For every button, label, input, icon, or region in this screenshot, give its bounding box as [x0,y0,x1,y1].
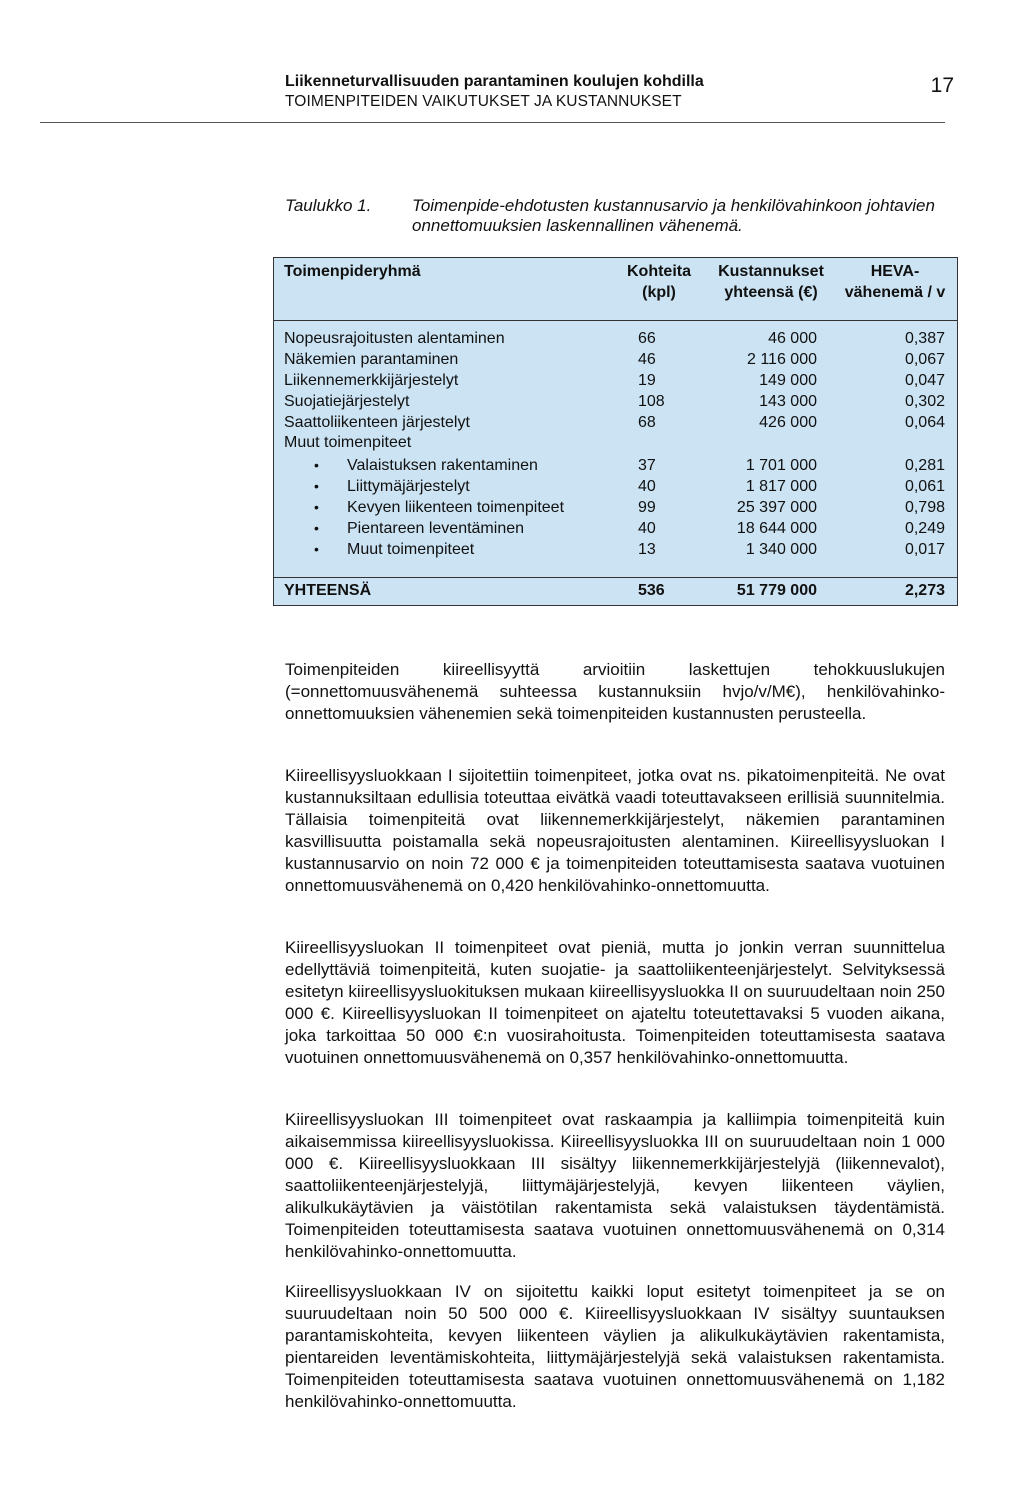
cell-cost: 2 116 000 [747,351,817,368]
cost-table [273,257,958,606]
paragraph: Kiireellisyysluokkaan IV on sijoitettu kaikki loput esitetyt toimenpiteet ja se on suuruudeltaan noin 50 500 000 €. Kiireellisyysluokkaan IV sisältyy suuntauksen parantamiskohteita, kevyen liikenteen väylien ja alikulkukäytävien rakentamista, pientareiden leventämiskohteita, liittymäjärjestelyjä sekä valaistuksen rakentamista. Toimenpiteiden toteuttamisesta saatava vuotuinen onnettomuusvähenemä on 1,182 henkilövahinko-onnettomuutta. [285,1282,945,1411]
cell-name: Kevyen liikenteen toimenpiteet [347,499,565,516]
cell-cost: 1 340 000 [745,541,817,558]
cell-heva: 0,798 [904,499,945,516]
page-number: 17 [930,74,954,97]
paragraph: Kiireellisyysluokan III toimenpiteet ovat raskaampia ja kalliimpia toimenpiteitä kuin aikaisemmissa kiireellisyysluokissa. Kiireellisyysluokka III on suuruudeltaan noin 1 000 000 €. Kiireellisyysluokkaan III sisältyy liikennemerkkijärjestelyjä (liikennevalot), saattoliikenteenjärjestelyjä, liittymäjärjestelyjä, kevyen liikenteen väylien, alikulkukäytävien ja väistötilan rakentamista sekä valaistuksen täydentämistä. Toimenpiteiden toteuttamisesta saatava vuotuinen onnettomuusvähenemä on 0,314 henkilövahinko-onnettomuutta. [285,1110,945,1261]
cell-count: 37 [638,457,656,474]
bullet-icon: • [314,541,319,557]
cell-heva: 0,017 [904,541,945,558]
header-group: Toimenpideryhmä [284,263,421,280]
cell-name: Muut toimenpiteet [284,434,412,451]
table-subrow [274,497,957,518]
header-rule [40,122,945,123]
table-subrow [274,518,957,539]
total-heva: 2,273 [904,582,945,599]
cell-name: Valaistuksen rakentaminen [347,457,538,474]
cell-cost: 149 000 [759,372,817,389]
total-count: 536 [638,582,665,599]
cell-cost: 143 000 [759,393,817,410]
cell-cost: 25 397 000 [736,499,817,516]
cell-count: 46 [638,351,656,368]
cell-count: 40 [638,478,656,495]
bullet-icon: • [314,478,319,494]
caption-text: Toimenpide-ehdotusten kustannusarvio ja henkilövahinkoon johtavien onnettomuuksien laskennallinen vähenemä. [412,196,935,235]
cell-count: 19 [638,372,656,389]
cell-cost: 426 000 [759,414,817,431]
total-label: YHTEENSÄ [284,582,372,599]
table-row [274,370,957,391]
cell-count: 99 [638,499,656,516]
cell-heva: 0,061 [904,478,945,495]
total-row [274,578,957,604]
paragraph: Kiireellisyysluokkaan I sijoitettiin toimenpiteet, jotka ovat ns. pikatoimenpiteitä. Ne ovat kustannuksiltaan edullisia toteuttaa eivätkä vaadi toteuttavakseen erillisiä suunnitelmia. Tällaisia toimenpiteitä ovat liikennemerkkijärjestelyt, näkemien parantaminen kasvillisuutta poistamalla sekä nopeusrajoitusten alentaminen. Kiireellisyysluokan I kustannusarvio on noin 72 000 € ja toimenpiteiden toteuttamisesta saatava vuotuinen onnettomuusvähenemä on 0,420 henkilövahinko-onnettomuutta. [285,766,945,895]
table-total-row [274,577,957,605]
bullet-icon: • [314,499,319,515]
table-header [274,258,957,321]
bullet-icon: • [314,520,319,536]
cell-name: Nopeusrajoitusten alentaminen [284,330,505,347]
cell-heva: 0,281 [904,457,945,474]
cell-name: Muut toimenpiteet [347,541,475,558]
header-heva: HEVA-vähenemä / v [844,263,946,301]
cell-heva: 0,047 [904,372,945,389]
header-title: Liikenneturvallisuuden parantaminen koulujen kohdilla [285,73,704,90]
cell-cost: 18 644 000 [736,520,817,537]
cell-name: Liikennemerkkijärjestelyt [284,372,459,389]
table-row [274,391,957,412]
table-subrow [274,455,957,476]
cell-count: 13 [638,541,656,558]
table-row [274,349,957,370]
running-header [285,72,945,112]
table-subrow [274,476,957,497]
cell-count: 108 [638,393,665,410]
total-cost: 51 779 000 [736,582,817,599]
cell-heva: 0,302 [904,393,945,410]
cell-count: 68 [638,414,656,431]
cell-name: Saattoliikenteen järjestelyt [284,414,470,431]
cell-heva: 0,067 [904,351,945,368]
cell-name: Liittymäjärjestelyt [347,478,470,495]
caption-label: Taulukko 1. [285,196,372,215]
paragraph: Kiireellisyysluokan II toimenpiteet ovat pieniä, mutta jo jonkin verran suunnittelua edellyttäviä toimenpiteitä, kuten suojatie- ja saattoliikenteenjärjestelyt. Selvityksessä esitetyn kiireellisyysluokituksen mukaan kiireellisyysluokka II on suuruudeltaan noin 250 000 €. Kiireellisyysluokan II toimenpiteet on ajateltu toteutettavaksi 5 vuoden aikana, joka tarkoittaa 50 000 €:n vuosirahoitusta. Toimenpiteiden toteuttamisesta saatava vuotuinen onnettomuusvähenemä on 0,357 henkilövahinko-onnettomuutta. [285,938,945,1067]
table-row [274,328,957,349]
cell-cost: 46 000 [768,330,817,347]
table-row [274,412,957,433]
cell-name: Pientareen leventäminen [347,520,525,537]
table-row [274,432,957,453]
cell-count: 40 [638,520,656,537]
table-subrow [274,539,957,560]
header-subtitle: TOIMENPITEIDEN VAIKUTUKSET JA KUSTANNUKSET [285,93,682,110]
cell-name: Näkemien parantaminen [284,351,459,368]
cell-cost: 1 701 000 [745,457,817,474]
bullet-icon: • [314,457,319,473]
cell-name: Suojatiejärjestelyt [284,393,410,410]
cell-heva: 0,064 [904,414,945,431]
header-cost: Kustannukset yhteensä (€) [718,263,824,301]
header-count: Kohteita (kpl) [627,263,691,301]
cell-count: 66 [638,330,656,347]
cell-heva: 0,249 [904,520,945,537]
cell-cost: 1 817 000 [745,478,817,495]
paragraph: Toimenpiteiden kiireellisyyttä arvioitiin laskettujen tehokkuuslukujen (=onnettomuusvähenemä suhteessa kustannuksiin hvjo/v/M€), henkilövahinko-onnettomuuksien vähenemien sekä toimenpiteiden kustannusten perusteella. [285,660,945,723]
cell-heva: 0,387 [904,330,945,347]
